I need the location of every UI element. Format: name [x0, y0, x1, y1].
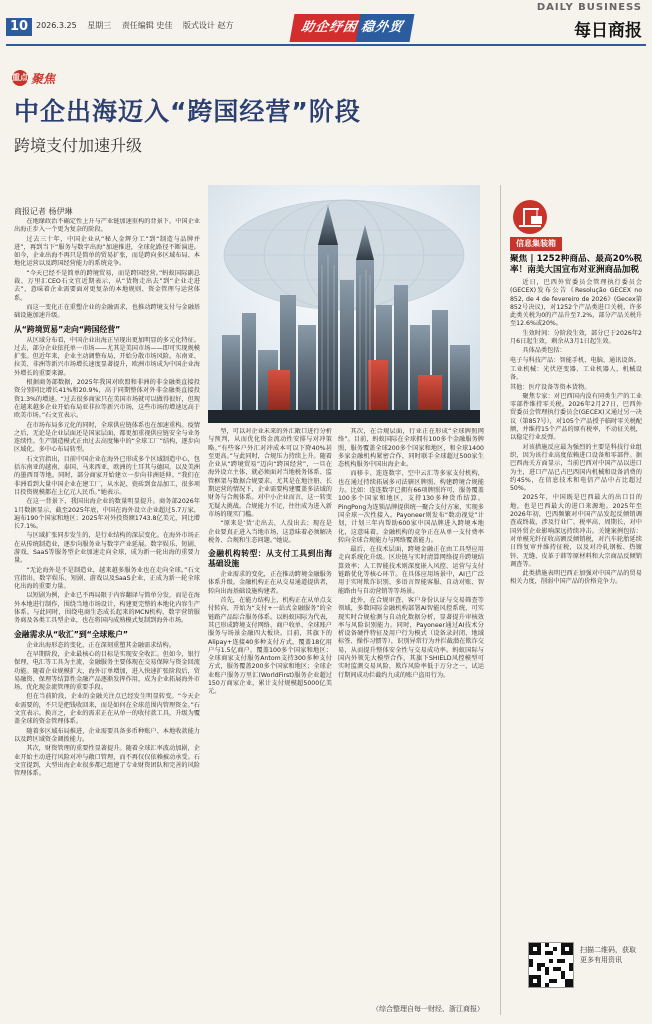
paragraph: 而移卡、连连数字、空中云汇等多家支付机构，也在通过持续拓展多司法辖区牌照、构建跨境合规能力。比如：连连数字已拥有66项牌照许可，服务覆盖100多个国家和地区，支持130多种货币结算。PingPong为连锁品牌提供统一聚合支付方案，实现多国全球一次性接入。Payoneer则发布“数动视觉”计划，计划三年内帮助600家中国品牌进入跨境本地化，这意味着，金融机构的竞争正在从单一支付费率转向全球合规能力与网络覆盖能力。	[338, 470, 484, 544]
issue-info	[36, 20, 241, 31]
slogan-part-b: 稳外贸	[359, 20, 405, 35]
paragraph: 在早期阶段，企业最核心的目标是实现安全收汇。但如今，银行保理、电汇等工具为主流，金融服务主要体现在交易保障与资金回流功能。随着企业规模扩大、海外订单增加，进入快速扩张阶段后，贸易融资、保理等结算性金融产品逐渐发挥作用，成为企业拓展海外市场、优化现金流管理的重要手段。	[14, 650, 200, 692]
paragraph: 以短剧为例，企业已不再局限于内容翻译与简单分发，而是在海外本地进行制作，围绕当地市场设计，构建更完整的本地化内容生产体系。与此同时，围绕电商生态成长起来的MCN机构、数字营销服务商及各类工具型企业，也在将国内成熟模式复制到海外市场。	[14, 592, 200, 625]
paragraph: 近日，巴西外贸委员会管理执行委员会(GECEX)发布公告《Resolução GECEX no 852, de 4 de fevereiro de 2026》(Gecex第852号决议)，对1252个产品类进口关税，许多此类关税为0的产品升至7.2%，部分产品关税升至12.6%或20%。	[510, 279, 642, 328]
paragraph: “今天已经不是简单的跨境贸易，而是跨国经营。”蚂蚁国际副总裁、万里汇CEO石文宜近期表示，从“货物走出去”到“企业走进去”，意味着企业需要面对更复杂的本地规则、资金管理与运营体系。	[14, 269, 200, 302]
article-column-3	[338, 428, 484, 1008]
byline: 商报记者 杨伊琳	[14, 207, 73, 216]
paragraph: 2025年，中国既是巴西最大的出口目的地，也是巴西最大的进口来源地。2025年至2026年初，巴西频繁对中国产品发起反倾销调查或终裁，涉及行业广、税率高、周期长，对中国外贸企业影响深远持续冲击。关键案例包括：对单模光纤征收高额反倾销税，对汽车轮胎延续日终复审并维持征税，以及对冷轧钢板、热镀锌、无缝、皮革于韩等原材料和大宗商品反倾销调查等。	[510, 494, 642, 568]
paragraph: 对该措施反应最为强烈的主要是科技行业组织，因为该行业高度依赖进口设备和零部件。据巴西海关方面显示，当前巴西对中国产品以进口为主，进口产品已占巴西国内机械和设备消费的约45%，在信息技术和电信产品中占比超过50%。	[510, 443, 642, 493]
issue-design: 版式设计 赵方	[182, 21, 234, 30]
source-note: （综合整理自每一财经、浙江商报）	[372, 1005, 484, 1013]
section-tag-dot: 重点	[12, 70, 28, 86]
section-tag	[12, 70, 55, 86]
paragraph: 首先，在能力结构上，机构正在从单点支付转向，开始为“支付+一站式金融服务”的全链路产品综合服务体系。以蚂蚁国际为代表，其已形成跨境支付网络、商户收单、全球账户服务与场景金融四大板块。目前，其旗下的Alipay+连接40多种支付方式，覆盖18亿用户与1.5亿商户，覆盖100多个国家和地区；全球商家支付服务Antom支持300多种支付方式，服务覆盖200多个国家和地区；全球企业账户服务万里汇(WorldFirst)服务企业超过150万商家企业，累计支付规模超5000亿美元。	[208, 597, 332, 696]
brand-english: DAILY BUSINESS	[536, 2, 642, 13]
paragraph: 具体品类包括：	[522, 347, 566, 355]
list-item: 电子与科技产品：智能手机、电脑、通讯设备。	[510, 356, 640, 364]
city-globe-photo	[208, 185, 480, 423]
issue-date: 2026.3.25	[36, 21, 77, 30]
paragraph: 与区域扩张同步发生的，是行业结构的深层变化。在海外市场正在从传统制造业，逐步向服务业与数字产业延展。数字娱乐、短剧、游戏、SaaS等服务型企业加速走向全球，成为新一轮出海的重要力量。	[14, 532, 200, 565]
paragraph: 聚焦专家：对巴西国内没有同类生产的工业零部件维持零关税。2026年2月27日，巴西外贸委员会管理执行委员会(GECEX)又通过另一决议（第857号），对105个产品授予临时零关税配额，并维持15个产品的原有税率，不动征关税，以稳定行业反弹。	[510, 392, 642, 442]
section-heading: 金融需求从“收汇”到“全球账户”	[14, 629, 129, 639]
issue-editor: 责任编辑 史佳	[121, 21, 173, 30]
header-divider	[6, 44, 646, 46]
paragraph: 随着多区域布局推进，企业需要具备多币种账户、本地收款能力以及跨区域资金调拨能力。	[14, 727, 200, 743]
paragraph: 其次，财资管理的重要性显著提升。随着全球汇率波动加剧，企业开始主动进行风险对冲与敞口管理，而不再仅仅依赖被动承受。石文宜提到，大型出海企业很多都已组建了专业财资团队和完善的风险管理体系。	[14, 745, 200, 778]
list-item: 工业机械：光伏逆变器、工业机器人、机械设备。	[510, 365, 642, 382]
paragraph: 生效时间：分阶段生效，部分已于2026年2月6日起生效，剩余从3月1日起生效。	[510, 329, 642, 346]
column-divider	[500, 185, 501, 1015]
page-header	[0, 0, 652, 60]
article-column-2	[208, 428, 332, 1000]
brief-headline: 聚焦 | 1252种商品、最高20%税率！南美大国宣布对亚洲商品加税	[510, 254, 642, 275]
brand-chinese: 每日商报	[574, 21, 642, 41]
paragraph: 企业需求的变化，正在推动跨境金融服务体系升级。金融机构正在从交易通道提供者，转向出海基础设施构建者。	[208, 571, 332, 595]
paragraph: 此外，在合规审查、客户身份认证与交易筛查等领域，多数国际金融机构部署AI智能风控系统，可实现实时合规检测与自动化数据分析，显著提升审核效率与风险识别能力。同时，Payoneer通过AI技术分析设备硬件特征及用户行为模式（设备录封闭、地域标签、操作习惯等），识别异常行为并拦截潜在欺诈交易，从而提升整体安全性与交易成功率。蚂蚁国际与国内外领先大模型合作，其旗下SHIELD风控模型可实时监测交易风险，欺诈风险率低于万分之一，试运行期间成功拦截约九成的账户盗用行为。	[338, 596, 484, 679]
slogan-banner	[290, 14, 415, 42]
brief-column	[510, 254, 642, 874]
paragraph: 在市场布局多元化的同时，全球供应链体系也在加速重构。疫情之后，无论是企业层面还是国家层面，都更加重视供应链安全与业务连续性。生产制造模式正由过去高度集中的“全球工厂”结构，逐步向区域化、多中心布局转型。	[14, 421, 200, 454]
paragraph: 过去三十年，中国企业从“秘人金辉分工”到“制造与品牌并进”，再到当下“服务与数字出海”加速推进，全球化路径不断演进。如今，企业出海不再只是简单的贸易扩张，而是跨向多区域布局、本地化运营以及跨国经营能力的系统竞争。	[14, 235, 200, 268]
article-column-1	[14, 218, 200, 1014]
paragraph: 根据商务部数据，2025年我国对欧盟和非洲的非金融类直接投资分别同比增长41%和20.9%，高于同期整体对外非金融类直接投资1.3%的增速。“过去很多商家只在美国市场就可以做得很好，但现在越来越多企业开始布局亚非拉等新兴市场，这些市场的增速远高于欧美市场。”石文宜表示。	[14, 379, 200, 420]
section-tag-label: 聚焦	[31, 71, 56, 86]
qr-code[interactable]	[528, 942, 574, 988]
slogan-part-a: 助企纾困	[299, 20, 359, 35]
paragraph: “无论海外是不是制造业，越来越多服务业也在走向全球。”石文宜指出，数字娱乐、短剧、游戏以及SaaS企业，正成为新一轮全球化出海的重要力量。	[14, 566, 200, 591]
container-crane-icon	[513, 200, 547, 234]
issue-weekday: 星期三	[87, 21, 112, 30]
headline: 中企出海迈入“跨国经营”阶段	[14, 97, 361, 126]
paragraph: 型，可以对企业未来的外汇敞口进行分析与预判，从而优化资金流动性安排与对冲策略。”有些客户外汇对冲成本可以下降40%甚至更高。”与此同时，合规压力持续上升。随着企业从“跨境贸易”迈向“跨国经营”，一旦在海外设立主体，就必须面对当地税务体系、监管框架与数据合规要求。尤其是在地注册、长期运营的情况下，企业需要构建覆盖多法域的财务与合规体系。对中小企业而言，这一转变无疑大挑战。合规能力不足，往往成为进入新市场的现实门槛。	[208, 428, 332, 518]
qr-caption: 扫描二维码，获取更多有用资讯	[580, 946, 636, 964]
section-heading: 金融机构转型：从支付工具到出海基础设施	[208, 549, 332, 569]
paragraph: 此类措施表明巴西正加强对中国产品的贸易相关力度，削弱中国产品的价格竞争力。	[510, 570, 642, 586]
subheadline: 跨境支付加速升级	[14, 136, 143, 155]
paragraph: 在地缘政治不确定性上升与产业链加速重构的背景下，中国企业出海正步入一个更为复杂的阶段。	[14, 218, 200, 234]
paragraph: 而这一变化正在重塑企业的金融需求，也推动跨境支付与金融基础设施加速升级。	[14, 303, 200, 320]
paragraph: “原来是‘货’走出去，人没出去；现在是企业要真正进入当地市场，这意味着必须解决税务、合规和生态问题。”她说。	[208, 520, 332, 544]
list-item: 其他：医疗设备等资本货物。	[510, 383, 591, 391]
paragraph: 企业出海形态的变化，正在深刻重塑其金融需求结构。	[26, 641, 175, 649]
paragraph: 最后，在技术层面，跨境金融正在由工具型应用走向系统化升级。区块链与实时清算网络提升跨境结算效率；人工智能技术则深度嵌入风控、运营与支付链路优化等核心环节。在具体应用场景中，AI已广泛用于实时欺诈识别、多语言智能客服、自动对账、智能路由与自动营销等等场景。	[338, 546, 484, 595]
page-number: 10	[6, 18, 32, 36]
paragraph: 其次，在合规层面，行业正在形成“全球牌照网络”。目前，蚂蚁国际在全球拥有100多个金融服务牌照，服务覆盖全球200多个国家和地区，和全球1400多家金融机构紧密合作，同时联手全球超过500家生态机构服务中国出海企业。	[338, 428, 484, 469]
brief-section-label: 信息集装箱	[510, 237, 562, 251]
paragraph: 在这一背景下，我国出海企业的数量明显提升。商务部2026年1月数据显示，截至2025年底，中国在海外设立企业超过5.7万家，遍布190个国家和地区；2025年对外投资额1743.8亿美元，同比增长7.1%。	[14, 498, 200, 531]
paragraph: 从区域分布看，中国企业出海正呈现出更加明显的多元化特征。过去，部分企业依托单一市场——尤其是美国市场——即可实现规模扩张。但近年来，企业主动调整布局，开始分散市场风险。东南亚、拉美、非洲等新兴市场增长速度显著提升，欧洲市场成为中国企业海外增长的重要来源。	[14, 336, 200, 377]
paragraph: 但在当前阶段，企业的金融关注点已经发生明显转变。“今天企业需要的，不只是把钱收回来，而是如何在全球范围内管理资金。”石文宜表示。换言之，企业的需求正在从单一的收付款工具，升级为覆盖全球的资金管理体系。	[14, 693, 200, 726]
paragraph: 石文宜指出，目前中国企业在海外已形成多个区域制造中心，包括东南亚的越南、泰国、马来西亚，欧洲的土耳其与德国，以及美洲的墨西哥等地。同时，部分商家开始建立一步向非洲延伸。“我们在非洲看到大量中国企业在建工厂，从水泥、瓷砖到食品加工，很多项目投资规模都在上亿元人民币。”她表示。	[14, 455, 200, 496]
section-heading: 从“跨境贸易”走向“跨国经营”	[14, 324, 121, 334]
